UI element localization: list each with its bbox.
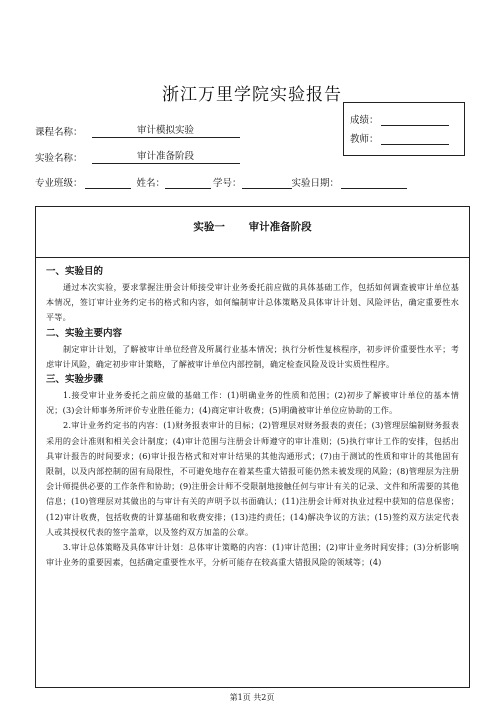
paragraph: 通过本次实验，要求掌握注册会计师接受审计业务委托前应做的具体基础工作，包括如何调查被审计单位基本情况，签订审计业务约定书的格式和内容，如何编制审计总体策略及具体审计计划、风险评估，确定重要性水平等。 [46, 282, 459, 323]
experiment-number: 实验一 [193, 221, 225, 233]
section-steps [46, 372, 459, 570]
id-field[interactable] [242, 176, 292, 189]
section-heading: 一、实验目的 [46, 266, 104, 277]
experiment-title [36, 219, 469, 234]
paragraph: 2.审计业务约定书的内容：(1)财务报表审计的目标；(2)管理层对财务报表的责任；(3)管理层编制财务报表采用的会计准则和相关会计制度；(4)审计范围与注册会计师遵守的审计准则；(5)执行审计工作的安排，包括出具审计报告的时间要求；(6)审计报告格式和对审计结果的其他沟通形式；(7)由于测试的性质和审计的其他固有限制，以及内部控制的固有局限性，不可避免地存在着某些重大错报可能仍然未被发现的风险；(8)管理层为注册会计师提供必要的工作条件和协助；(9)注册会计师不受限制地接触任何与审计有关的记录、文件和所需要的其他信息；(10)管理层对其做出的与审计有关的声明予以书面确认；(11)注册会计师对执业过程中获知的信息保密；(12)审计收费，包括收费的计算基础和收费安排；(13)违约责任；(14)解决争议的方法；(15)签约双方法定代表人或其授权代表的签字盖章，以及签约双方加盖的公章。 [46, 420, 459, 537]
experiment-row [35, 150, 240, 164]
score-field[interactable] [381, 115, 449, 126]
id-label: 学号： [213, 178, 242, 189]
experiment-header [36, 207, 469, 258]
score-label: 成绩： [350, 115, 379, 126]
paragraph: 3.审计总体策略及具体审计计划：总体审计策略的内容：(1)审计范围；(2)审计业务时间安排；(3)分析影响审计业务的重要因素，包括确定重要性水平，分析可能存在较高重大错报风险的领域等；(4) [46, 542, 459, 568]
course-row [35, 124, 240, 138]
section-content [46, 326, 459, 372]
paragraph: 制定审计计划，了解被审计单位经营及所属行业基本情况；执行分析性复核程序，初步评价重要性水平；考虑审计风险，确定初步审计策略，了解被审计单位内部控制，确定检查风险及设计实质性程序。 [46, 343, 459, 369]
class-label: 专业班级： [35, 178, 83, 189]
page-number: 第1页 共2页 [229, 693, 275, 702]
teacher-row [350, 131, 449, 145]
course-label: 课程名称： [35, 127, 83, 138]
name-label: 姓名： [136, 178, 166, 189]
experiment-value[interactable]: 审计准备阶段 [92, 151, 240, 164]
date-field[interactable] [341, 176, 407, 189]
name-field[interactable] [165, 176, 211, 189]
section-purpose [46, 264, 459, 326]
experiment-name: 审计准备阶段 [248, 221, 312, 233]
date-label: 实验日期： [291, 178, 340, 189]
teacher-label: 教师： [350, 134, 379, 145]
course-value[interactable]: 审计模拟实验 [92, 125, 240, 138]
teacher-field[interactable] [381, 134, 449, 145]
class-row [35, 175, 407, 189]
section-heading: 三、实验步骤 [46, 374, 104, 386]
score-box [343, 102, 465, 156]
paragraph: 1.接受审计业务委托之前应做的基础工作：(1)明确业务的性质和范围；(2)初步了解被审计单位的基本情况；(3)会计师事务所评价专业胜任能力；(4)商定审计收费；(5)明确被审计单位应协助的工作。 [46, 390, 459, 416]
experiment-label: 实验名称： [35, 153, 83, 164]
section-heading: 二、实验主要内容 [46, 327, 123, 339]
report-body-frame [35, 206, 470, 688]
report-title: 浙江万里学院实验报告 [162, 85, 342, 105]
report-content [46, 264, 459, 570]
class-field[interactable] [85, 176, 131, 189]
score-row [350, 112, 449, 126]
